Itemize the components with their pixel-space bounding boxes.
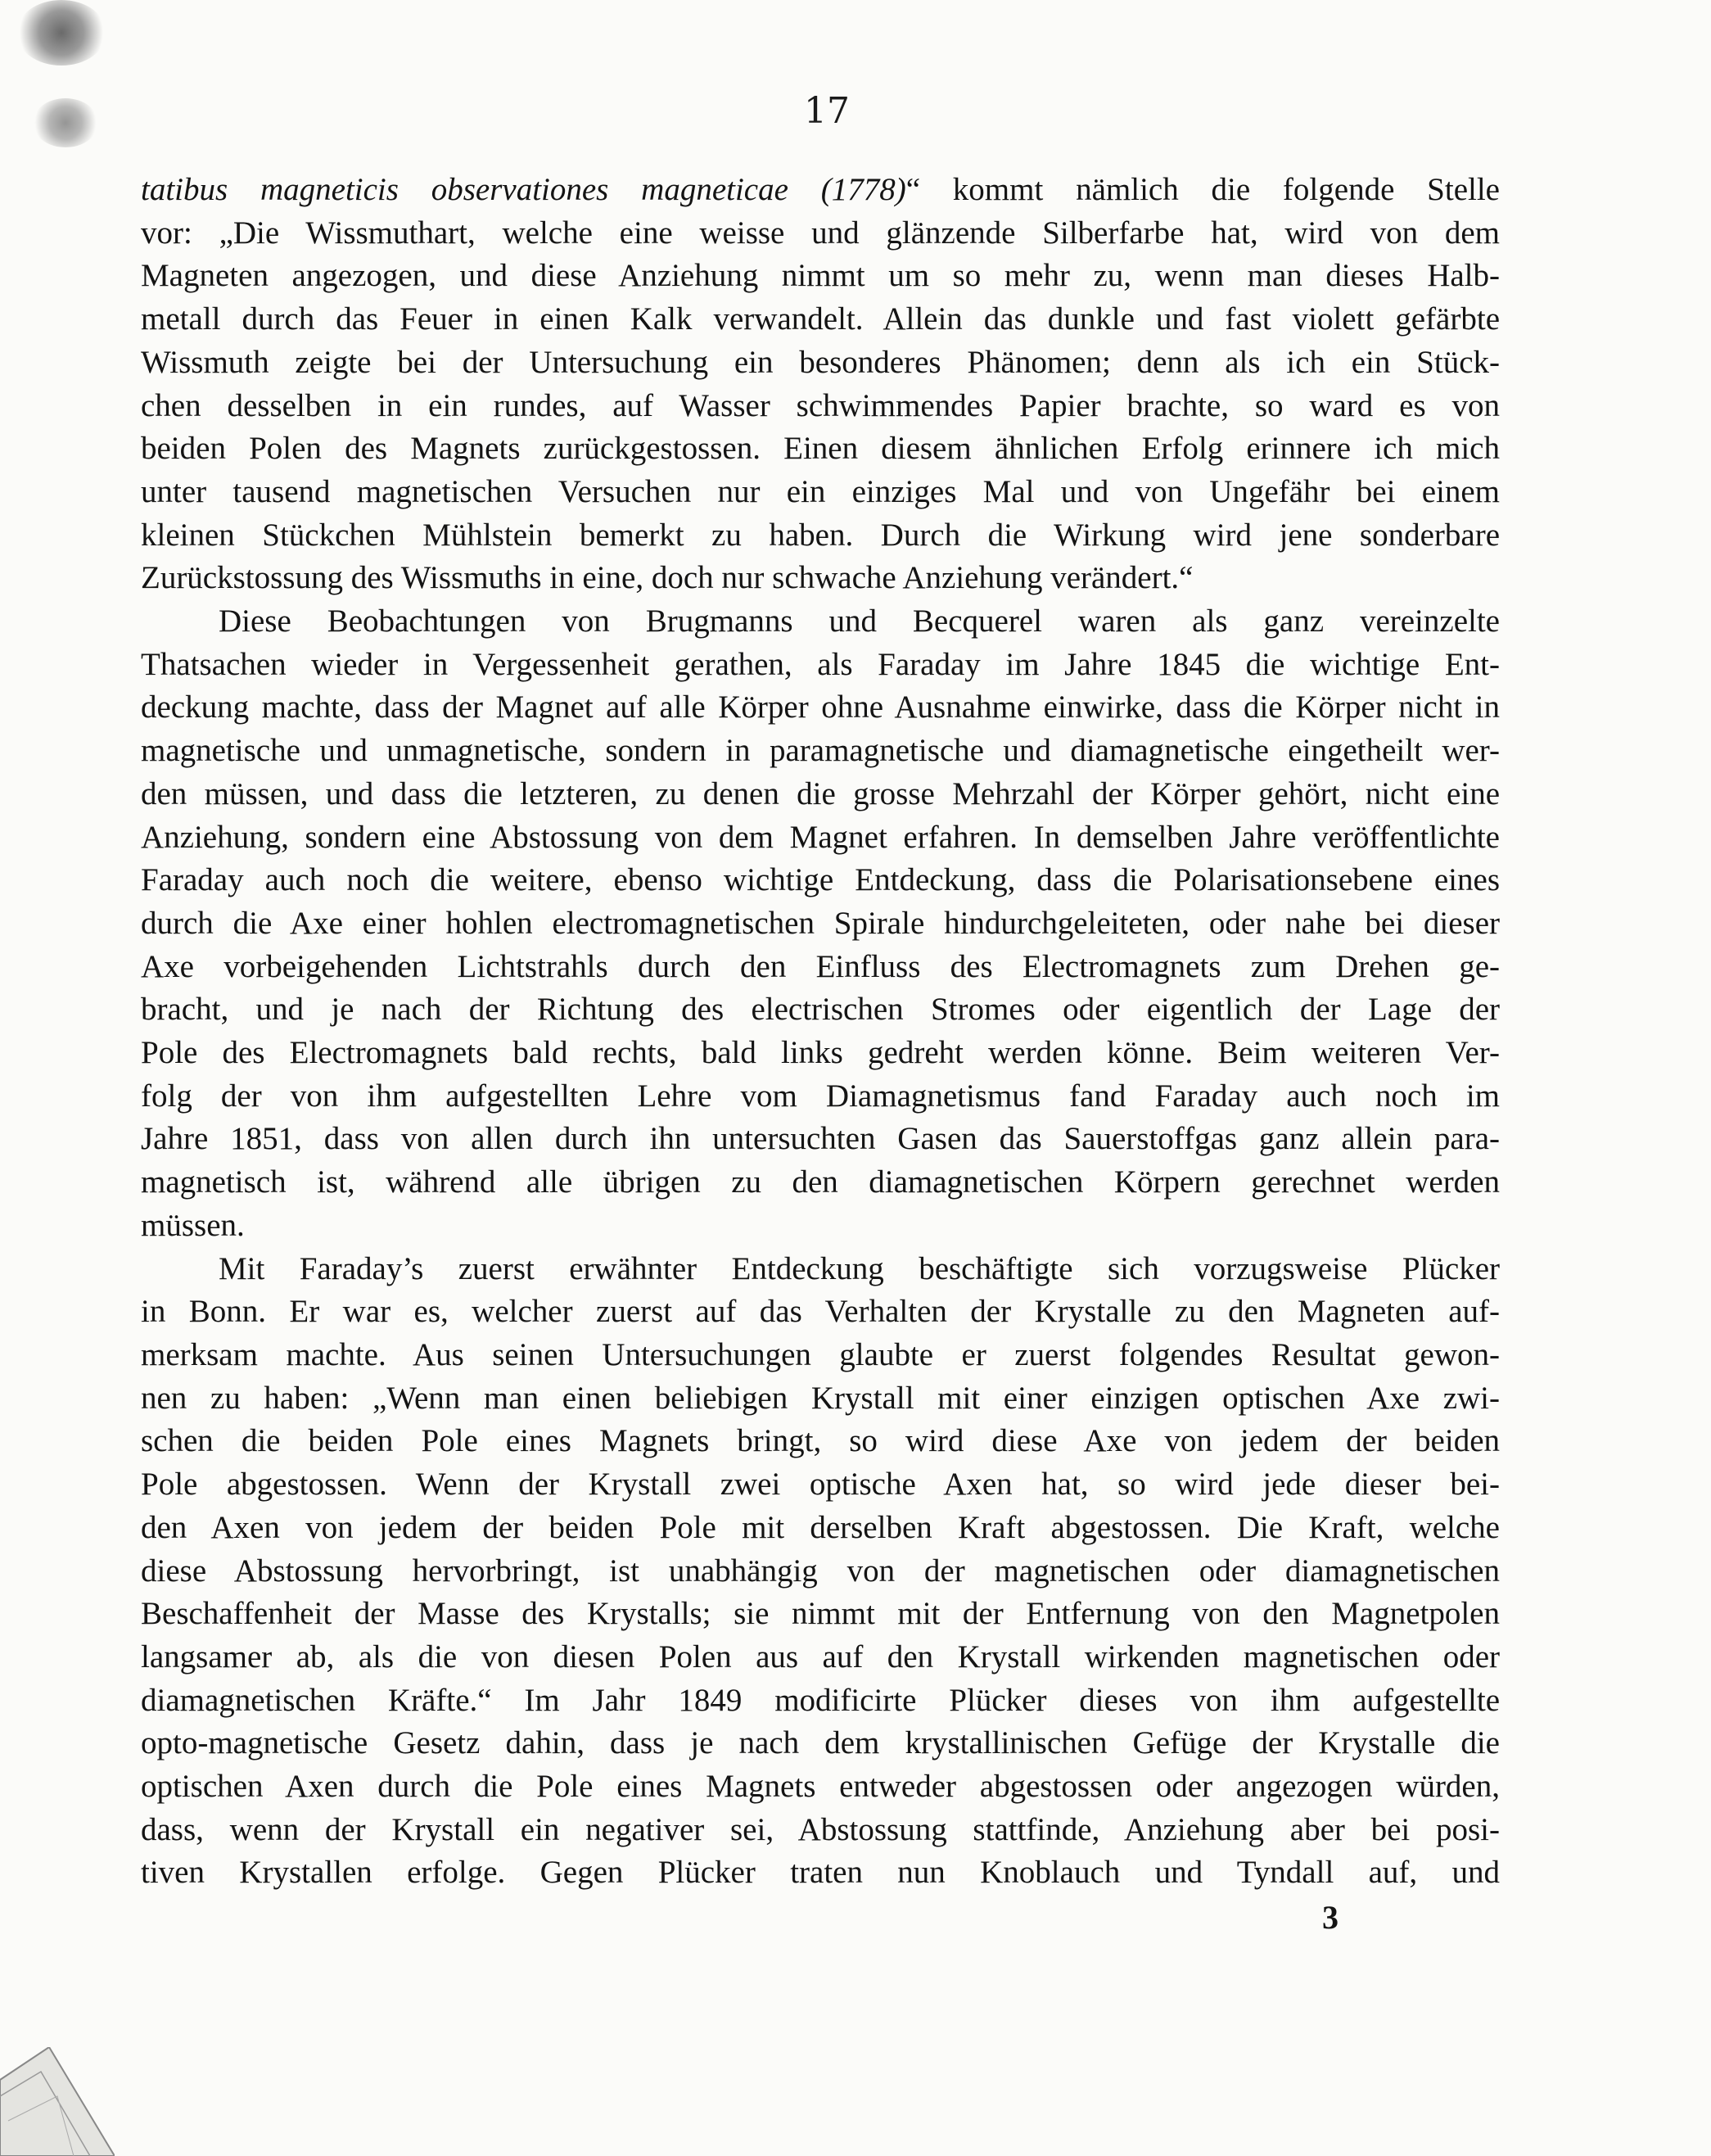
text-line: Diese Beobachtungen von Brugmanns und Becquerel waren als ganz vereinzelte bbox=[219, 603, 1500, 640]
text-line: bracht, und je nach der Richtung des electrischen Stromes oder eigentlich der Lage der bbox=[141, 992, 1500, 1028]
text-line: opto-magnetische Gesetz dahin, dass je nach dem krystallinischen Gefüge der Krystalle die bbox=[141, 1725, 1500, 1761]
italic-title: tatibus magneticis observationes magneticae (1778) bbox=[141, 172, 906, 207]
text-line: optischen Axen durch die Pole eines Magnets entweder abgestossen oder angezogen würden, bbox=[141, 1769, 1500, 1805]
body-text bbox=[141, 169, 1500, 1895]
torn-corner-decoration bbox=[0, 2047, 115, 2156]
text-line: Magneten angezogen, und diese Anziehung nimmt um so mehr zu, wenn man dieses Halb- bbox=[141, 258, 1500, 294]
text-line: Mit Faraday’s zuerst erwähnter Entdeckung beschäftigte sich vorzugsweise Plücker bbox=[219, 1250, 1500, 1286]
text-line: Beschaffenheit der Masse des Krystalls; sie nimmt mit der Entfernung von den Magnetpolen bbox=[141, 1596, 1500, 1632]
text-line: unter tausend magnetischen Versuchen nur ein einziges Mal und von Ungefähr bei einem bbox=[141, 473, 1500, 509]
text-line: Pole abgestossen. Wenn der Krystall zwei optische Axen hat, so wird jede dieser bei- bbox=[141, 1467, 1500, 1503]
text-line: Anziehung, sondern eine Abstossung von dem Magnet erfahren. In demselben Jahre veröffentlichte bbox=[141, 819, 1500, 855]
text-line: schen die beiden Pole eines Magnets bringt, so wird diese Axe von jedem der beiden bbox=[141, 1423, 1500, 1459]
text-line: Thatsachen wieder in Vergessenheit gerathen, als Faraday im Jahre 1845 die wichtige Ent- bbox=[141, 646, 1500, 682]
text-line: in Bonn. Er war es, welcher zuerst auf das Verhalten der Krystalle zu den Magneten auf- bbox=[141, 1294, 1500, 1330]
text-line: Faraday auch noch die weitere, ebenso wichtige Entdeckung, dass die Polarisationsebene eines bbox=[141, 862, 1500, 898]
text-line: metall durch das Feuer in einen Kalk verwandelt. Allein das dunkle und fast violett gefärbte bbox=[141, 301, 1500, 337]
text-line: diese Abstossung hervorbringt, ist unabhängig von der magnetischen oder diamagnetischen bbox=[141, 1553, 1500, 1589]
text-line: kleinen Stückchen Mühlstein bemerkt zu haben. Durch die Wirkung wird jene sonderbare bbox=[141, 517, 1500, 553]
text-line: magnetische und unmagnetische, sondern in paramagnetische und diamagnetische eingetheilt wer- bbox=[141, 733, 1500, 769]
text-line: folg der von ihm aufgestellten Lehre vom Diamagnetismus fand Faraday auch noch im bbox=[141, 1078, 1500, 1114]
text-line: durch die Axe einer hohlen electromagnetischen Spirale hindurchgeleiteten, oder nahe bei dieser bbox=[141, 905, 1500, 941]
text-line: den Axen von jedem der beiden Pole mit derselben Kraft abgestossen. Die Kraft, welche bbox=[141, 1509, 1500, 1545]
text-line: magnetisch ist, während alle übrigen zu den diamagnetischen Körpern gerechnet werden bbox=[141, 1164, 1500, 1200]
text-line: tiven Krystallen erfolge. Gegen Plücker traten nun Knoblauch und Tyndall auf, und bbox=[141, 1855, 1500, 1891]
text-line: Zurückstossung des Wissmuths in eine, doch nur schwache Anziehung verändert.“ bbox=[141, 560, 1194, 596]
text-line: chen desselben in ein rundes, auf Wasser schwimmendes Papier brachte, so ward es von bbox=[141, 387, 1500, 423]
text-line: tatibus magneticis observationes magneticae (1778)“ kommt nämlich die folgende Stelle bbox=[141, 172, 1500, 207]
text-line: Pole des Electromagnets bald rechts, bald links gedreht werden könne. Beim weiteren Ver- bbox=[141, 1035, 1500, 1071]
text-line: müssen. bbox=[141, 1207, 245, 1243]
text-line: dass, wenn der Krystall ein negativer sei, Abstossung stattfinde, Anziehung aber bei posi- bbox=[141, 1811, 1500, 1847]
text-line: nen zu haben: „Wenn man einen beliebigen Krystall mit einer einzigen optischen Axe zwi- bbox=[141, 1380, 1500, 1416]
text-line: Axe vorbeigehenden Lichtstrahls durch den Einfluss des Electromagnets zum Drehen ge- bbox=[141, 948, 1500, 984]
page-number: 17 bbox=[804, 90, 850, 132]
text-line: vor: „Die Wissmuthart, welche eine weisse und glänzende Silberfarbe hat, wird von dem bbox=[141, 215, 1500, 251]
text-line: Jahre 1851, dass von allen durch ihn untersuchten Gasen das Sauerstoffgas ganz allein para- bbox=[141, 1121, 1500, 1157]
text-line: diamagnetischen Kräfte.“ Im Jahr 1849 modificirte Plücker dieses von ihm aufgestellte bbox=[141, 1682, 1500, 1718]
text-line: den müssen, und dass die letzteren, zu denen die grosse Mehrzahl der Körper gehört, nicht eine bbox=[141, 775, 1500, 811]
text-line: merksam machte. Aus seinen Untersuchungen glaubte er zuerst folgendes Resultat gewon- bbox=[141, 1336, 1500, 1372]
text-line: beiden Polen des Magnets zurückgestossen. Einen diesem ähnlichen Erfolg erinnere ich mich bbox=[141, 431, 1500, 467]
signature-mark: 3 bbox=[1322, 1899, 1339, 1936]
text-line: langsamer ab, als die von diesen Polen aus auf den Krystall wirkenden magnetischen oder bbox=[141, 1638, 1500, 1675]
text-line: deckung machte, dass der Magnet auf alle Körper ohne Ausnahme einwirke, dass die Körper nicht in bbox=[141, 689, 1500, 725]
ink-stain bbox=[16, 0, 106, 66]
ink-stain bbox=[33, 98, 98, 147]
text-line: Wissmuth zeigte bei der Untersuchung ein besonderes Phänomen; denn als ich ein Stück- bbox=[141, 344, 1500, 380]
